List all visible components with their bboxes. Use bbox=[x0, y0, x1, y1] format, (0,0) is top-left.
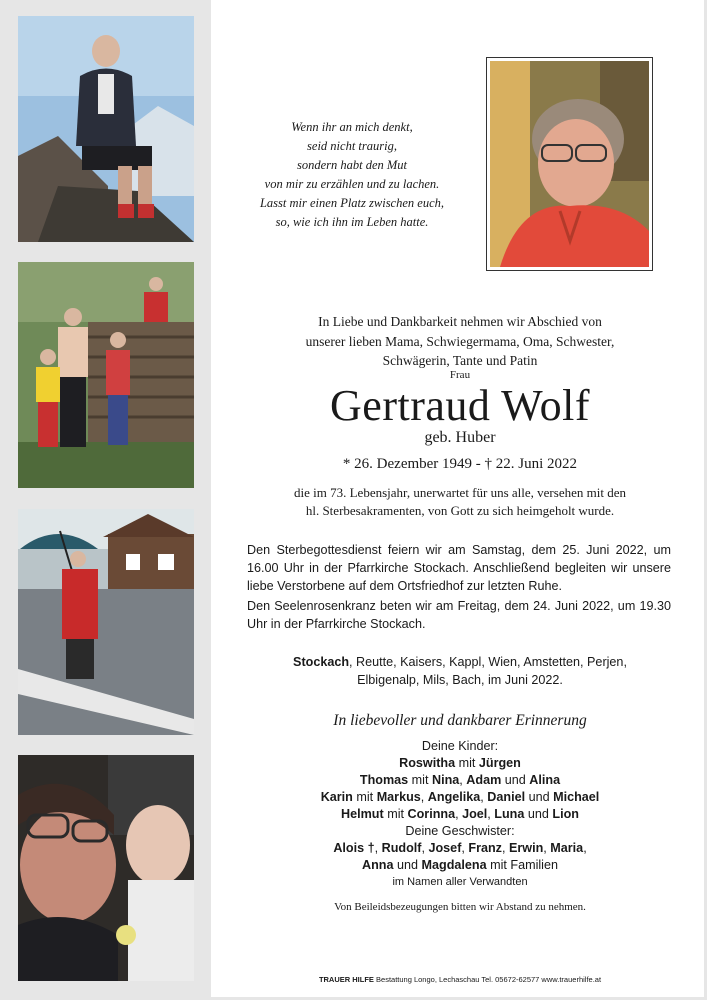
relatives-line: im Namen aller Verwandten bbox=[392, 876, 528, 888]
poem-line: so, wie ich ihn im Leben hatte. bbox=[275, 215, 429, 229]
child-line: Helmut mit Corinna, Joel, Luna und Lion bbox=[341, 807, 579, 821]
intro-line: unserer lieben Mama, Schwiegermama, Oma, Schwester, bbox=[305, 333, 615, 349]
photo-mountain bbox=[18, 16, 194, 242]
photo-umbrella bbox=[18, 509, 194, 735]
deceased-name: Gertraud Wolf bbox=[330, 381, 590, 430]
remembrance-heading: In liebevoller und dankbarer Erinnerung bbox=[333, 712, 587, 729]
portrait-photo bbox=[486, 57, 653, 271]
siblings-label: Deine Geschwister: bbox=[405, 824, 515, 838]
life-dates: * 26. Dezember 1949 - † 22. Juni 2022 bbox=[342, 456, 578, 472]
poem-line: seid nicht traurig, bbox=[307, 139, 397, 153]
photo-with-baby bbox=[18, 755, 194, 981]
life-text-line: hl. Sterbesakramenten, von Gott zu sich heimgeholt wurde. bbox=[305, 503, 615, 518]
sibling-line: Anna und Magdalena mit Familien bbox=[362, 858, 558, 872]
child-line: Karin mit Markus, Angelika, Daniel und Michael bbox=[320, 790, 600, 804]
intro-text bbox=[240, 312, 680, 371]
poem-line: sondern habt den Mut bbox=[296, 158, 408, 172]
places-line2: Elbigenalp, Mils, Bach, im Juni 2022. bbox=[357, 673, 563, 687]
condolence-note: Von Beileidsbezeugungen bitten wir Abstand zu nehmen. bbox=[334, 901, 586, 913]
poem-line: Wenn ihr an mich denkt, bbox=[291, 120, 413, 134]
rosary-text: Den Seelenrosenkranz beten wir am Freitag, dem 24. Juni 2022, um 19.30 Uhr in der Pfarrkirche Stockach. bbox=[247, 599, 671, 631]
maiden-name: geb. Huber bbox=[424, 429, 496, 446]
sibling-line: Alois †, Rudolf, Josef, Franz, Erwin, Maria, bbox=[333, 841, 587, 855]
life-text-line: die im 73. Lebensjahr, unerwartet für uns alle, versehen mit den bbox=[294, 485, 626, 500]
poem bbox=[232, 118, 472, 232]
child-line: Thomas mit Nina, Adam und Alina bbox=[359, 773, 561, 787]
places-bold: Stockach bbox=[293, 655, 350, 669]
places-rest: , Reutte, Kaisers, Kappl, Wien, Amstetten, Perjen, bbox=[349, 655, 627, 669]
child-line: Roswitha mit Jürgen bbox=[399, 756, 521, 770]
life-text bbox=[240, 484, 680, 520]
intro-line: Schwägerin, Tante und Patin bbox=[382, 353, 538, 368]
funeral-service-text: Den Sterbegottesdienst feiern wir am Samstag, dem 25. Juni 2022, um 16.00 Uhr in der Pfarrkirche Stockach. Anschließend begleiten wir unsere liebe Verstorbene auf dem Ortsfriedhof zur letzten Ruhe. bbox=[247, 543, 671, 593]
places-text bbox=[240, 653, 680, 689]
children-label: Deine Kinder: bbox=[421, 739, 499, 753]
footer-text: Bestattung Longo, Lechaschau Tel. 05672-62577 www.trauerhilfe.at bbox=[373, 975, 602, 984]
poem-line: Lasst mir einen Platz zwischen euch, bbox=[259, 196, 444, 210]
footer bbox=[230, 975, 690, 984]
salutation: Frau bbox=[449, 369, 471, 381]
family-list bbox=[240, 738, 680, 891]
photo-family-cabin bbox=[18, 262, 194, 488]
intro-line: In Liebe und Dankbarkeit nehmen wir Abschied von bbox=[318, 314, 602, 329]
poem-line: von mir zu erzählen und zu lachen. bbox=[264, 177, 440, 191]
footer-brand: TRAUER HILFE bbox=[318, 975, 374, 984]
